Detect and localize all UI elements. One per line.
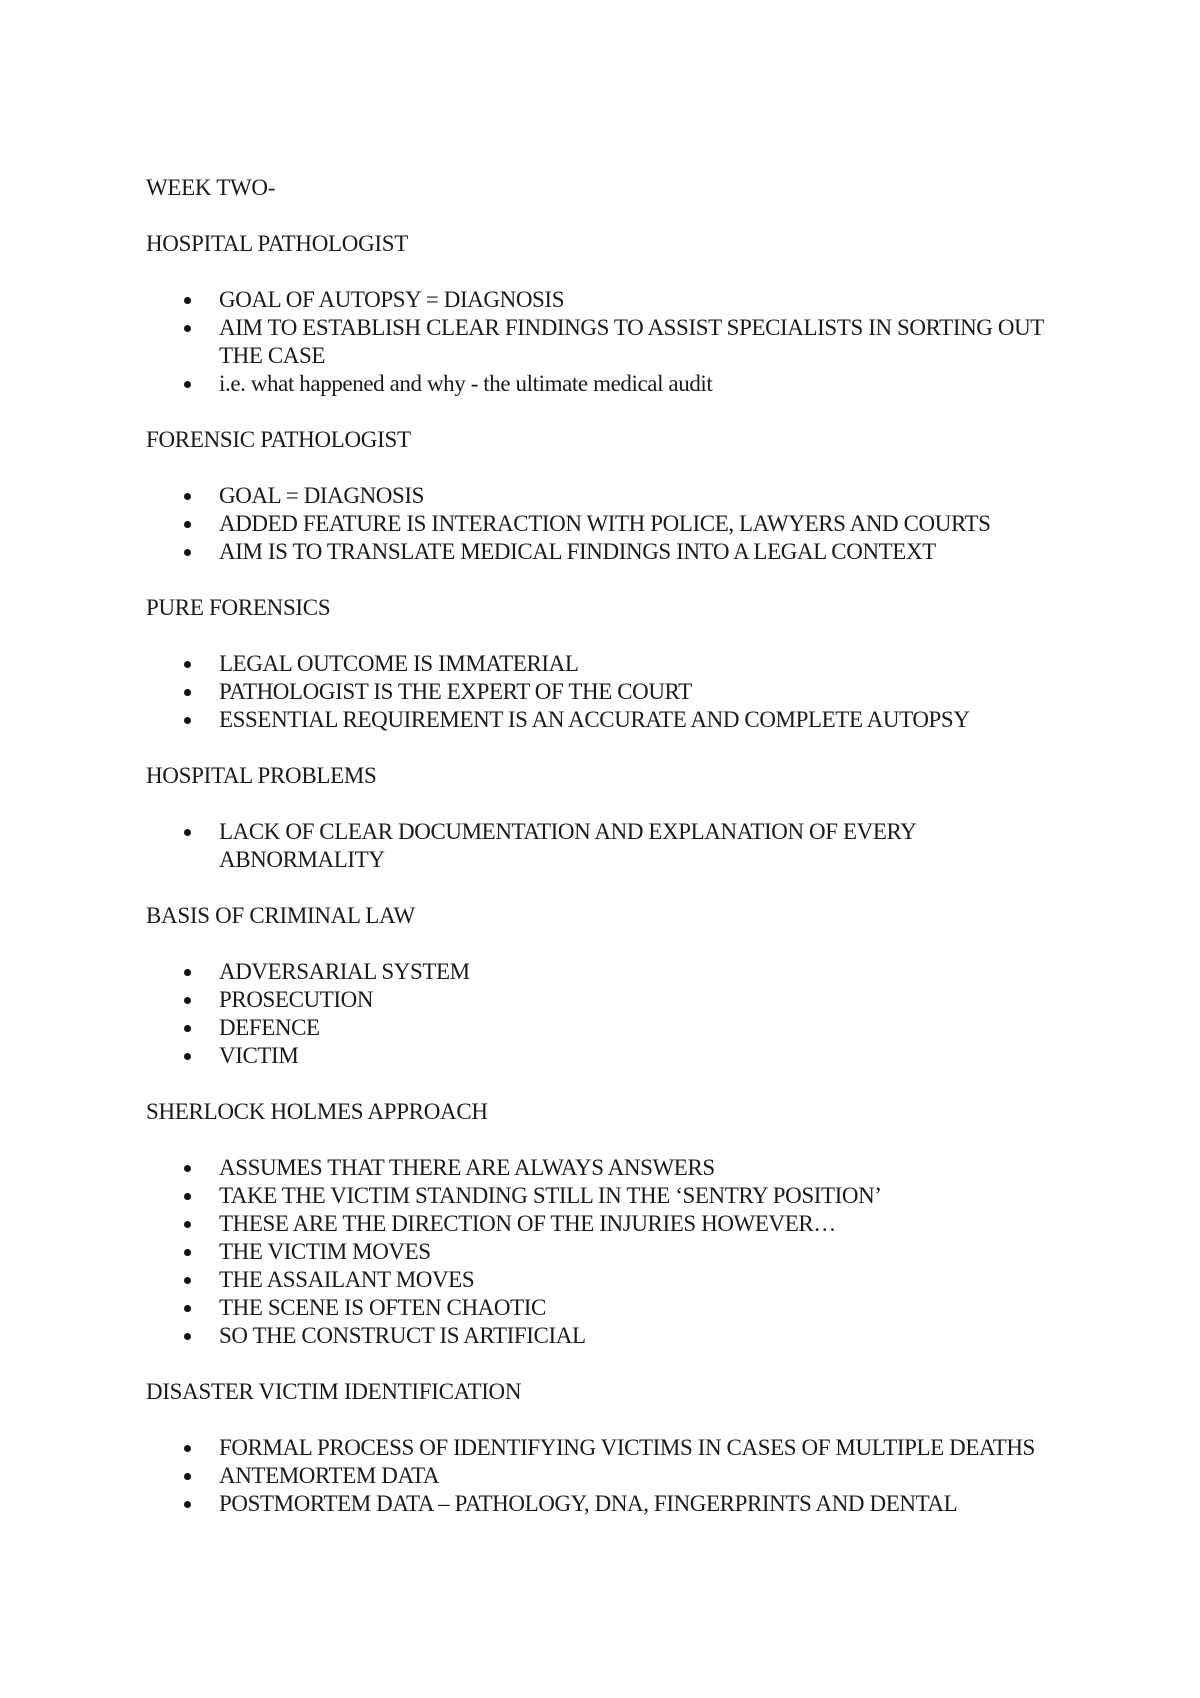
list-item-text: AIM TO ESTABLISH CLEAR FINDINGS TO ASSIST SPECIALISTS IN SORTING OUT THE CASE bbox=[219, 315, 1044, 368]
list-item bbox=[146, 286, 1076, 314]
bullet-icon bbox=[184, 1277, 191, 1284]
list-item-text: PATHOLOGIST IS THE EXPERT OF THE COURT bbox=[219, 679, 692, 704]
list-item bbox=[146, 314, 1076, 370]
list-item bbox=[146, 538, 1076, 566]
section-heading: SHERLOCK HOLMES APPROACH bbox=[146, 1099, 488, 1124]
list-item bbox=[146, 1266, 1076, 1294]
section-heading: PURE FORENSICS bbox=[146, 595, 331, 620]
bullet-icon bbox=[184, 1221, 191, 1228]
bullet-icon bbox=[184, 1053, 191, 1060]
bullet-icon bbox=[184, 997, 191, 1004]
bullet-list bbox=[146, 958, 1076, 1070]
bullet-icon bbox=[184, 969, 191, 976]
list-item bbox=[146, 510, 1076, 538]
section-heading: HOSPITAL PATHOLOGIST bbox=[146, 231, 409, 256]
list-item bbox=[146, 1490, 1076, 1518]
bullet-icon bbox=[184, 1025, 191, 1032]
list-item bbox=[146, 958, 1076, 986]
list-item-text: ADVERSARIAL SYSTEM bbox=[219, 959, 470, 984]
section-heading: DISASTER VICTIM IDENTIFICATION bbox=[146, 1379, 522, 1404]
list-item-text: POSTMORTEM DATA – PATHOLOGY, DNA, FINGERPRINTS AND DENTAL bbox=[219, 1491, 958, 1516]
bullet-icon bbox=[184, 297, 191, 304]
list-item-text: ASSUMES THAT THERE ARE ALWAYS ANSWERS bbox=[219, 1155, 715, 1180]
list-item bbox=[146, 818, 1076, 874]
list-item-text: ANTEMORTEM DATA bbox=[219, 1463, 440, 1488]
list-item bbox=[146, 1210, 1076, 1238]
list-item-text: ESSENTIAL REQUIREMENT IS AN ACCURATE AND COMPLETE AUTOPSY bbox=[219, 707, 970, 732]
list-item-text: SO THE CONSTRUCT IS ARTIFICIAL bbox=[219, 1323, 586, 1348]
list-item bbox=[146, 650, 1076, 678]
bullet-icon bbox=[184, 1333, 191, 1340]
list-item-text: FORMAL PROCESS OF IDENTIFYING VICTIMS IN CASES OF MULTIPLE DEATHS bbox=[219, 1435, 1035, 1460]
list-item bbox=[146, 1434, 1076, 1462]
bullet-icon bbox=[184, 829, 191, 836]
list-item-text: PROSECUTION bbox=[219, 987, 374, 1012]
list-item bbox=[146, 370, 1076, 398]
bullet-icon bbox=[184, 689, 191, 696]
bullet-icon bbox=[184, 1193, 191, 1200]
bullet-icon bbox=[184, 493, 191, 500]
bullet-list bbox=[146, 818, 1076, 874]
list-item bbox=[146, 1042, 1076, 1070]
list-item-text: ADDED FEATURE IS INTERACTION WITH POLICE, LAWYERS AND COURTS bbox=[219, 511, 991, 536]
list-item-text: LACK OF CLEAR DOCUMENTATION AND EXPLANATION OF EVERY ABNORMALITY bbox=[219, 819, 916, 872]
bullet-icon bbox=[184, 1165, 191, 1172]
document-title: WEEK TWO- bbox=[146, 175, 276, 200]
list-item bbox=[146, 1462, 1076, 1490]
list-item-text: GOAL = DIAGNOSIS bbox=[219, 483, 425, 508]
bullet-icon bbox=[184, 1445, 191, 1452]
bullet-list bbox=[146, 650, 1076, 734]
section-heading: BASIS OF CRIMINAL LAW bbox=[146, 903, 415, 928]
list-item-text: DEFENCE bbox=[219, 1015, 320, 1040]
bullet-icon bbox=[184, 549, 191, 556]
document-page bbox=[146, 174, 1076, 1546]
list-item-text: TAKE THE VICTIM STANDING STILL IN THE ‘SENTRY POSITION’ bbox=[219, 1183, 882, 1208]
list-item-text: THE ASSAILANT MOVES bbox=[219, 1267, 475, 1292]
bullet-icon bbox=[184, 381, 191, 388]
list-item bbox=[146, 1014, 1076, 1042]
list-item bbox=[146, 1322, 1076, 1350]
bullet-list bbox=[146, 1434, 1076, 1518]
list-item bbox=[146, 986, 1076, 1014]
bullet-icon bbox=[184, 717, 191, 724]
bullet-icon bbox=[184, 1473, 191, 1480]
list-item-text: THE VICTIM MOVES bbox=[219, 1239, 431, 1264]
bullet-list bbox=[146, 482, 1076, 566]
list-item-text: VICTIM bbox=[219, 1043, 299, 1068]
list-item bbox=[146, 706, 1076, 734]
section-heading: FORENSIC PATHOLOGIST bbox=[146, 427, 411, 452]
list-item-text: i.e. what happened and why - the ultimate medical audit bbox=[219, 371, 713, 396]
bullet-icon bbox=[184, 661, 191, 668]
list-item bbox=[146, 678, 1076, 706]
document-sections bbox=[146, 230, 1076, 1518]
list-item-text: LEGAL OUTCOME IS IMMATERIAL bbox=[219, 651, 579, 676]
list-item bbox=[146, 1238, 1076, 1266]
bullet-icon bbox=[184, 1501, 191, 1508]
bullet-list bbox=[146, 1154, 1076, 1350]
list-item-text: AIM IS TO TRANSLATE MEDICAL FINDINGS INTO A LEGAL CONTEXT bbox=[219, 539, 936, 564]
list-item-text: THE SCENE IS OFTEN CHAOTIC bbox=[219, 1295, 546, 1320]
list-item-text: GOAL OF AUTOPSY = DIAGNOSIS bbox=[219, 287, 565, 312]
list-item bbox=[146, 1182, 1076, 1210]
list-item bbox=[146, 1154, 1076, 1182]
section-heading: HOSPITAL PROBLEMS bbox=[146, 763, 377, 788]
bullet-icon bbox=[184, 325, 191, 332]
bullet-list bbox=[146, 286, 1076, 398]
list-item bbox=[146, 482, 1076, 510]
list-item bbox=[146, 1294, 1076, 1322]
bullet-icon bbox=[184, 521, 191, 528]
bullet-icon bbox=[184, 1249, 191, 1256]
list-item-text: THESE ARE THE DIRECTION OF THE INJURIES HOWEVER… bbox=[219, 1211, 836, 1236]
bullet-icon bbox=[184, 1305, 191, 1312]
